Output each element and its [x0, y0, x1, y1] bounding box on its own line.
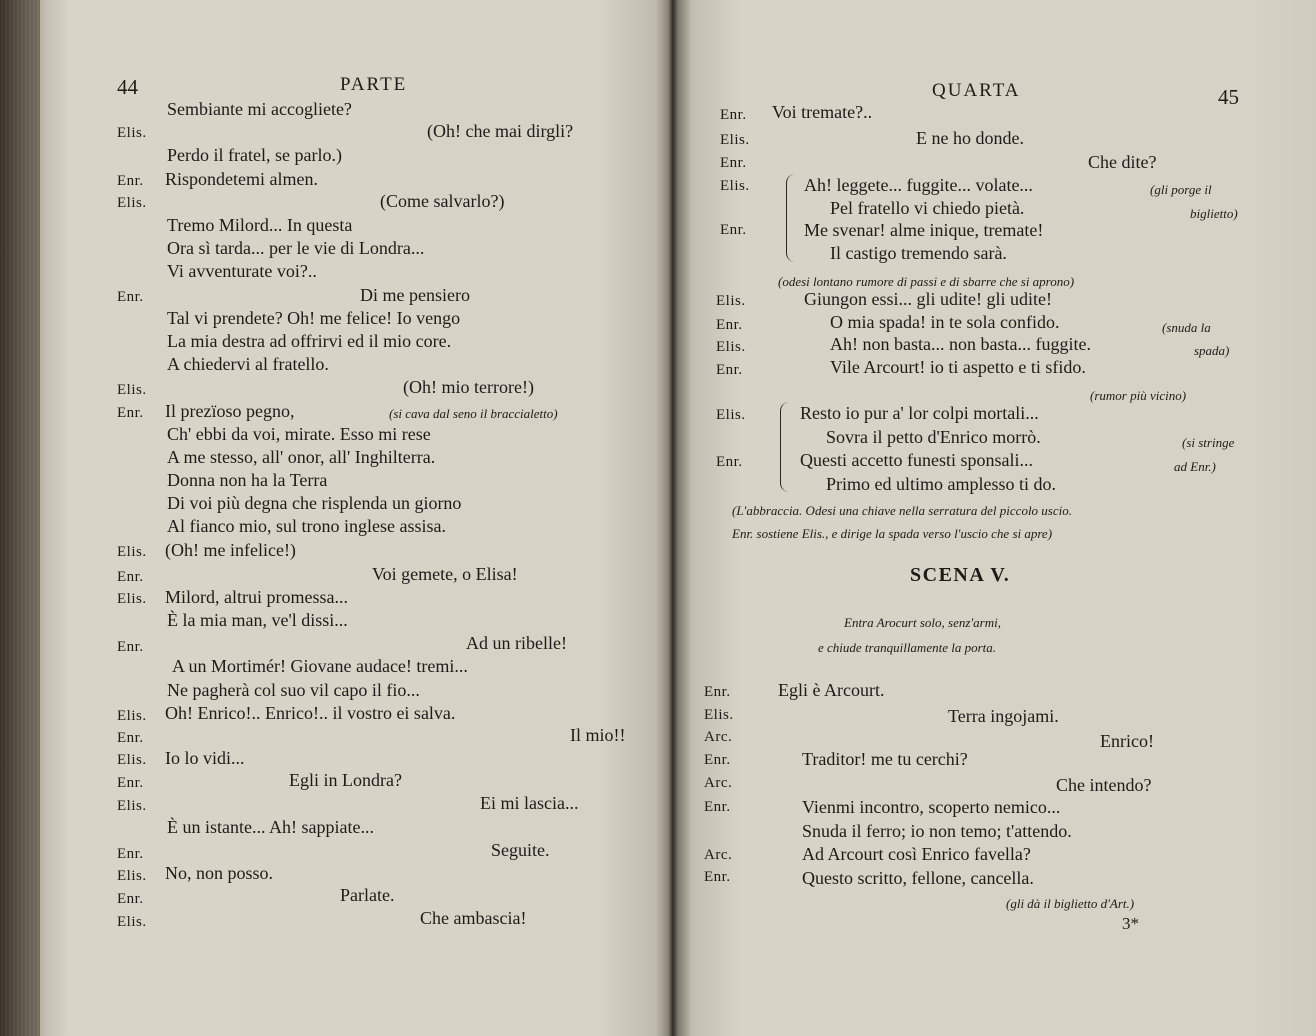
- stage-direction: (gli dà il biglietto d'Art.): [1006, 896, 1135, 911]
- stage-direction: spada): [1194, 343, 1230, 358]
- verse-line: Parlate.: [340, 885, 395, 905]
- speaker-label: Arc.: [704, 775, 733, 791]
- stage-direction: (gli porge il: [1150, 182, 1212, 197]
- verse-line: Vile Arcourt! io ti aspetto e ti sfido.: [830, 357, 1086, 377]
- verse-line: Traditor! me tu cerchi?: [802, 749, 968, 769]
- verse-line: Seguite.: [491, 840, 550, 860]
- speaker-label: Enr.: [704, 869, 731, 885]
- speaker-label: Elis.: [704, 707, 734, 723]
- verse-line: La mia destra ad offrirvi ed il mio core.: [167, 331, 452, 351]
- verse-line: Ora sì tarda... per le vie di Londra...: [167, 238, 425, 258]
- verse-line: Tremo Milord... In questa: [167, 215, 353, 235]
- speaker-label: Enr.: [720, 222, 747, 238]
- stage-direction: biglietto): [1190, 206, 1238, 221]
- verse-line: O mia spada! in te sola confido.: [830, 312, 1060, 332]
- verse-line: Resto io pur a' lor colpi mortali...: [800, 403, 1039, 423]
- speaker-label: Elis.: [117, 544, 147, 560]
- speaker-label: Elis.: [117, 382, 147, 398]
- scene-direction: e chiude tranquillamente la porta.: [818, 640, 997, 655]
- verse-line: Il prezïoso pegno,: [165, 401, 295, 421]
- verse-line: A me stesso, all' onor, all' Inghilterra.: [167, 447, 436, 467]
- verse-line: E ne ho donde.: [916, 128, 1024, 148]
- verse-line: Ch' ebbi da voi, mirate. Esso mi rese: [167, 424, 431, 444]
- verse-line: È la mia man, ve'l dissi...: [167, 610, 348, 630]
- page-number: 44: [117, 75, 138, 99]
- speaker-label: Elis.: [117, 125, 147, 141]
- stage-direction: ad Enr.): [1174, 459, 1216, 474]
- speaker-label: Enr.: [716, 454, 743, 470]
- speaker-label: Elis.: [720, 178, 750, 194]
- verse-line: Pel fratello vi chiedo pietà.: [830, 198, 1025, 218]
- verse-line: Vi avventurate voi?..: [167, 261, 317, 281]
- verse-line: Giungon essi... gli udite! gli udite!: [804, 289, 1052, 309]
- verse-line: (Oh! mio terrore!): [403, 377, 534, 397]
- speaker-label: Enr.: [716, 362, 743, 378]
- speaker-label: Elis.: [117, 868, 147, 884]
- verse-line: Che ambascia!: [420, 908, 527, 928]
- verse-line: Di voi più degna che risplenda un giorno: [167, 493, 462, 513]
- verse-line: Che intendo?: [1056, 775, 1152, 795]
- speaker-label: Enr.: [117, 639, 144, 655]
- verse-line: È un istante... Ah! sappiate...: [167, 817, 374, 837]
- signature-mark: 3*: [1122, 914, 1139, 933]
- speaker-label: Enr.: [117, 173, 144, 189]
- verse-line: Perdo il fratel, se parlo.): [167, 145, 342, 165]
- verse-line: Donna non ha la Terra: [167, 470, 328, 490]
- verse-line: Di me pensiero: [360, 285, 470, 305]
- verse-line: Sembiante mi accogliete?: [167, 99, 352, 119]
- stage-direction: (si stringe: [1182, 435, 1235, 450]
- verse-line: (Oh! me infelice!): [165, 540, 296, 560]
- verse-line: Milord, altrui promessa...: [165, 587, 348, 607]
- stage-direction: (odesi lontano rumore di passi e di sbarre che si aprono): [778, 274, 1075, 289]
- speaker-label: Elis.: [117, 798, 147, 814]
- verse-line: Rispondetemi almen.: [165, 169, 318, 189]
- speaker-label: Enr.: [704, 752, 731, 768]
- speaker-label: Enr.: [117, 289, 144, 305]
- scene-direction: Entra Arocurt solo, senz'armi,: [844, 615, 1001, 630]
- speaker-label: Enr.: [117, 730, 144, 746]
- verse-line: A un Mortimér! Giovane audace! tremi...: [172, 656, 468, 676]
- verse-line: Ad Arcourt così Enrico favella?: [802, 844, 1031, 864]
- stage-direction: (L'abbraccia. Odesi una chiave nella serratura del piccolo uscio.: [732, 503, 1072, 518]
- verse-line: Ei mi lascia...: [480, 793, 579, 813]
- verse-line: Questo scritto, fellone, cancella.: [802, 868, 1034, 888]
- stage-direction: Enr. sostiene Elis., e dirige la spada verso l'uscio che si apre): [732, 526, 1053, 541]
- speaker-label: Arc.: [704, 729, 733, 745]
- speaker-label: Arc.: [704, 847, 733, 863]
- speaker-label: Enr.: [720, 155, 747, 171]
- verse-line: Il castigo tremendo sarà.: [830, 243, 1007, 263]
- speaker-label: Elis.: [117, 752, 147, 768]
- speaker-label: Enr.: [704, 684, 731, 700]
- stage-direction: (si cava dal seno il braccialetto): [389, 406, 558, 421]
- stage-direction: (rumor più vicino): [1090, 388, 1187, 403]
- verse-line: Io lo vidi...: [165, 748, 245, 768]
- verse-line: No, non posso.: [165, 863, 274, 883]
- brace: [780, 402, 789, 492]
- verse-line: Il mio!!: [570, 725, 626, 745]
- speaker-label: Enr.: [117, 569, 144, 585]
- stage-direction: (snuda la: [1162, 320, 1211, 335]
- verse-line: Ah! leggete... fuggite... volate...: [804, 175, 1033, 195]
- verse-line: Ad un ribelle!: [466, 633, 567, 653]
- speaker-label: Elis.: [117, 195, 147, 211]
- speaker-label: Enr.: [117, 891, 144, 907]
- verse-line: Voi gemete, o Elisa!: [372, 564, 518, 584]
- verse-line: Oh! Enrico!.. Enrico!.. il vostro ei salva.: [165, 703, 456, 723]
- running-head: QUARTA: [932, 80, 1021, 101]
- verse-line: Al fianco mio, sul trono inglese assisa.: [167, 516, 446, 536]
- scene-title: SCENA V.: [910, 564, 1011, 586]
- verse-line: Tal vi prendete? Oh! me felice! Io vengo: [167, 308, 461, 328]
- verse-line: Ah! non basta... non basta... fuggite.: [830, 334, 1091, 354]
- verse-line: Me svenar! alme inique, tremate!: [804, 220, 1044, 240]
- speaker-label: Elis.: [117, 914, 147, 930]
- verse-line: Snuda il ferro; io non temo; t'attendo.: [802, 821, 1072, 841]
- running-head: PARTE: [340, 74, 408, 95]
- verse-line: Ne pagherà col suo vil capo il fio...: [167, 680, 420, 700]
- speaker-label: Elis.: [716, 293, 746, 309]
- speaker-label: Elis.: [716, 407, 746, 423]
- speaker-label: Elis.: [117, 708, 147, 724]
- speaker-label: Elis.: [117, 591, 147, 607]
- right-page: [676, 0, 1316, 1036]
- verse-line: Che dite?: [1088, 152, 1157, 172]
- speaker-label: Enr.: [720, 107, 747, 123]
- verse-line: Sovra il petto d'Enrico morrò.: [826, 427, 1041, 447]
- verse-line: Vienmi incontro, scoperto nemico...: [802, 797, 1061, 817]
- speaker-label: Enr.: [704, 799, 731, 815]
- verse-line: A chiedervi al fratello.: [167, 354, 329, 374]
- speaker-label: Elis.: [720, 132, 750, 148]
- speaker-label: Enr.: [117, 846, 144, 862]
- verse-line: Enrico!: [1100, 731, 1154, 751]
- verse-line: Terra ingojami.: [948, 706, 1059, 726]
- speaker-label: Enr.: [117, 405, 144, 421]
- verse-line: Questi accetto funesti sponsali...: [800, 450, 1033, 470]
- speaker-label: Enr.: [716, 317, 743, 333]
- brace: [786, 174, 795, 262]
- speaker-label: Enr.: [117, 775, 144, 791]
- verse-line: Voi tremate?..: [772, 102, 873, 122]
- speaker-label: Elis.: [716, 339, 746, 355]
- verse-line: Primo ed ultimo amplesso ti do.: [826, 474, 1056, 494]
- verse-line: Egli è Arcourt.: [778, 680, 885, 700]
- page-number: 45: [1218, 85, 1239, 109]
- verse-line: (Oh! che mai dirgli?: [427, 121, 574, 141]
- verse-line: Egli in Londra?: [289, 770, 402, 790]
- verse-line: (Come salvarlo?): [380, 191, 505, 211]
